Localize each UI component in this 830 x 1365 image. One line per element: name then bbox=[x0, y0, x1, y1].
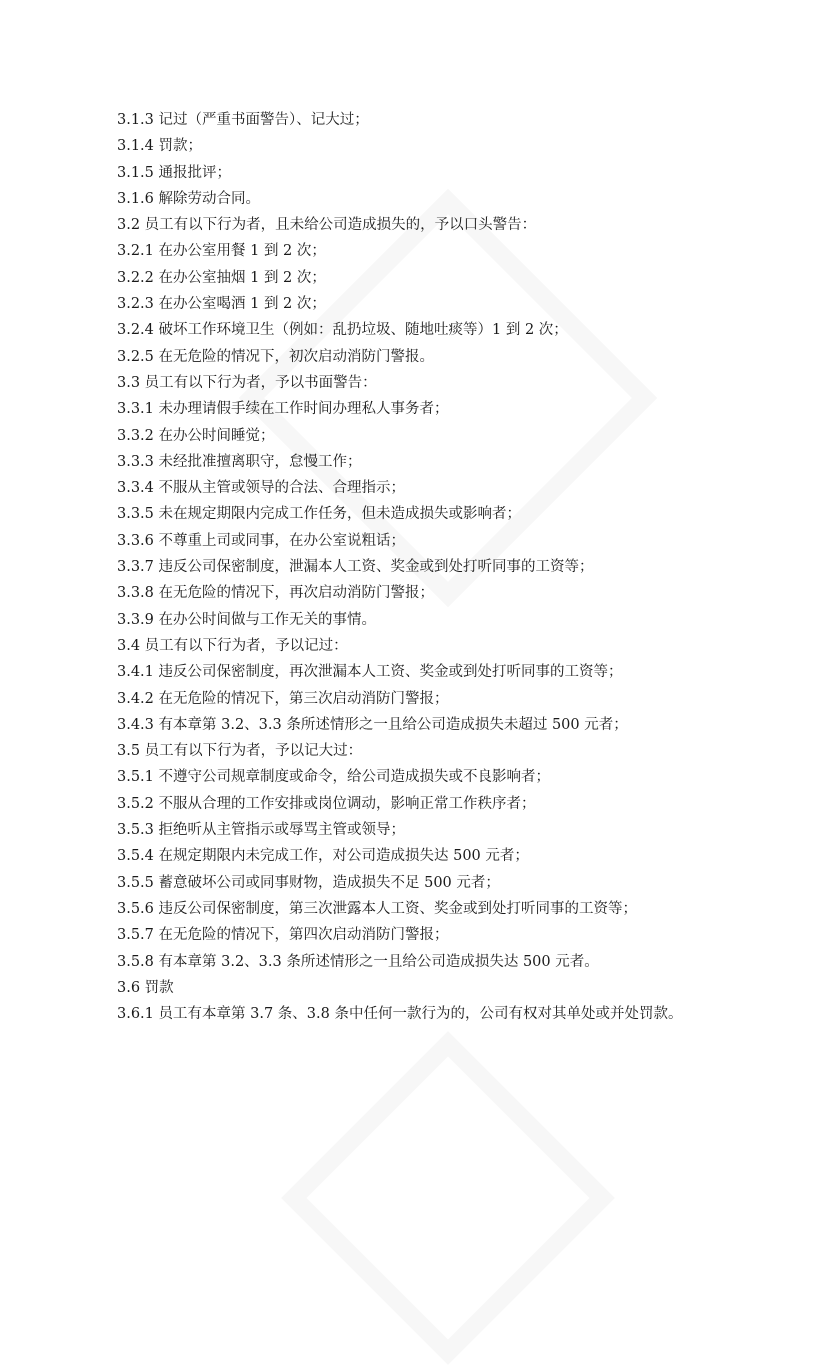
paragraph-line: 3.5.6 违反公司保密制度，第三次泄露本人工资、奖金或到处打听同事的工资等； bbox=[117, 900, 638, 917]
paragraph-line: 3.1.4 罚款； bbox=[117, 138, 203, 155]
paragraph-line: 3.3.4 不服从主管或领导的合法、合理指示； bbox=[117, 480, 406, 497]
paragraph-line: 3.4.1 违反公司保密制度，再次泄漏本人工资、奖金或到处打听同事的工资等； bbox=[117, 664, 623, 681]
paragraph-line: 3.3.2 在办公时间睡觉； bbox=[117, 427, 275, 444]
paragraph-line: 3.2.4 破坏工作环境卫生（例如：乱扔垃圾、随地吐痰等）1 到 2 次； bbox=[117, 322, 568, 339]
paragraph-line: 3.5.3 拒绝听从主管指示或辱骂主管或领导； bbox=[117, 822, 406, 839]
paragraph-line: 3.4.2 在无危险的情况下，第三次启动消防门警报； bbox=[117, 690, 449, 707]
paragraph-line: 3.4.3 有本章第 3.2、3.3 条所述情形之一且给公司造成损失未超过 500 元者； bbox=[117, 716, 628, 733]
paragraph-line: 3.5.4 在规定期限内未完成工作，对公司造成损失达 500 元者； bbox=[117, 848, 529, 865]
paragraph-line: 3.5.7 在无危险的情况下，第四次启动消防门警报； bbox=[117, 927, 449, 944]
paragraph-line: 3.2.1 在办公室用餐 1 到 2 次； bbox=[117, 243, 326, 260]
paragraph-line: 3.3.7 违反公司保密制度，泄漏本人工资、奖金或到处打听同事的工资等； bbox=[117, 559, 594, 576]
paragraph-line: 3.3 员工有以下行为者，予以书面警告： bbox=[117, 374, 377, 391]
watermark bbox=[281, 1031, 615, 1365]
paragraph-line: 3.2.5 在无危险的情况下，初次启动消防门警报。 bbox=[117, 348, 435, 365]
paragraph-line: 3.2.2 在办公室抽烟 1 到 2 次； bbox=[117, 269, 326, 286]
paragraph-line: 3.5.1 不遵守公司规章制度或命令，给公司造成损失或不良影响者； bbox=[117, 769, 551, 786]
paragraph-line: 3.3.3 未经批准擅离职守，怠慢工作； bbox=[117, 453, 362, 470]
paragraph-line: 3.1.3 记过（严重书面警告）、记大过； bbox=[117, 112, 369, 128]
paragraph-line: 3.1.6 解除劳动合同。 bbox=[117, 190, 261, 207]
paragraph-line: 3.5 员工有以下行为者，予以记大过： bbox=[117, 743, 363, 760]
paragraph-line: 3.2.3 在办公室喝酒 1 到 2 次； bbox=[117, 296, 326, 313]
paragraph-line: 3.5.8 有本章第 3.2、3.3 条所述情形之一且给公司造成损失达 500 元者。 bbox=[117, 953, 599, 970]
paragraph-line: 3.5.5 蓄意破坏公司或同事财物，造成损失不足 500 元者； bbox=[117, 874, 500, 891]
paragraph-line: 3.2 员工有以下行为者，且未给公司造成损失的，予以口头警告： bbox=[117, 217, 537, 234]
paragraph-line: 3.4 员工有以下行为者，予以记过： bbox=[117, 637, 348, 654]
paragraph-line: 3.5.2 不服从合理的工作安排或岗位调动，影响正常工作秩序者； bbox=[117, 795, 536, 812]
paragraph-line: 3.3.8 在无危险的情况下，再次启动消防门警报； bbox=[117, 585, 435, 602]
paragraph-line: 3.3.6 不尊重上司或同事，在办公室说粗话； bbox=[117, 532, 406, 549]
document-body bbox=[117, 107, 717, 1027]
paragraph-line: 3.1.5 通报批评； bbox=[117, 164, 232, 181]
paragraph-line: 3.6 罚款 bbox=[117, 979, 174, 996]
paragraph-line: 3.6.1 员工有本章第 3.7 条、3.8 条中任何一款行为的，公司有权对其单处或并处罚款。 bbox=[117, 1006, 683, 1023]
paragraph-line: 3.3.5 未在规定期限内完成工作任务，但未造成损失或影响者； bbox=[117, 506, 522, 523]
paragraph-line: 3.3.1 未办理请假手续在工作时间办理私人事务者； bbox=[117, 401, 449, 418]
paragraph-line: 3.3.9 在办公时间做与工作无关的事情。 bbox=[117, 611, 377, 628]
